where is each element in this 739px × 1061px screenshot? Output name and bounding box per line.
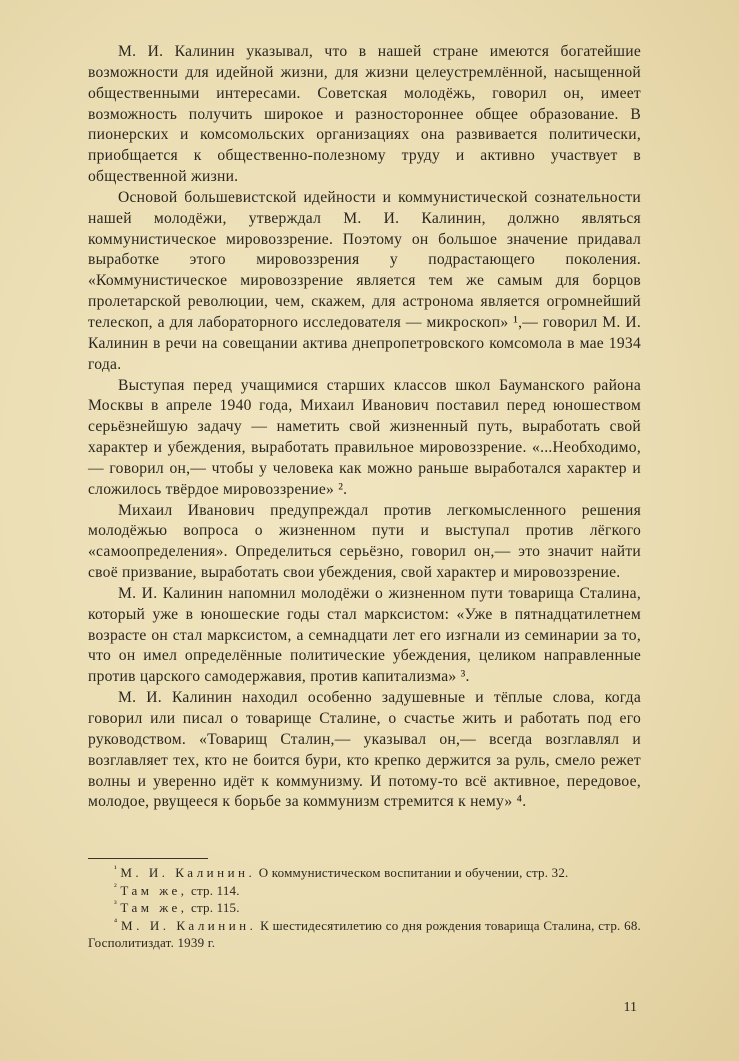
footnote-text: О коммунистическом воспитании и обучении, стр. 32. — [258, 865, 569, 880]
footnote-mark: ⁴ — [114, 916, 118, 927]
page-number: 11 — [623, 1000, 637, 1015]
paragraph-2: Основой большевистской идейности и коммунистической сознательности нашей молодёжи, утверждал М. И. Калинин, должно являться коммунистическое мировоззрение. Поэтому он большое значение придавал выработке этого мировоззрения у подрастающего поколения. «Коммунистическое мировоззрение является тем же самым для борцов пролетарской революции, чем, скажем, для астронома является огромнейший телескоп, а для лабораторного исследователя — микроскоп» ¹,— говорил М. И. Калинин в речи на совещании актива днепропетровского комсомола в мае 1934 года. — [88, 188, 641, 373]
paragraph-6: М. И. Калинин находил особенно задушевные и тёплые слова, когда говорил или писал о товарище Сталине, о счастье жить и работать под его руководством. «Товарищ Сталин,— указывал он,— всегда возглавлял и возглавляет тех, кто не боится бури, кто крепко держится за руль, смело режет волны и уверенно идёт к коммунизму. И потому-то всё активное, передовое, молодое, рвущееся к борьбе за коммунизм стремится к нему» ⁴. — [88, 689, 641, 811]
footnote-4 — [88, 917, 641, 952]
main-text — [88, 42, 641, 813]
footnote-mark: ² — [114, 881, 117, 892]
footnote-text: стр. 115. — [191, 900, 240, 915]
paragraph-4: Михаил Иванович предупреждал против легкомысленного решения молодёжью вопроса о жизненном пути и выступал против лёгкого «самоопределения». Определиться серьёзно, говорил он,— это значит найти своё призвание, выработать свои убеждения, свой характер и мировоззрение. — [88, 501, 641, 582]
footnote-divider — [88, 858, 208, 859]
footnote-author: М. И. Калинин. — [120, 865, 256, 880]
paragraph-5: М. И. Калинин напомнил молодёжи о жизненном пути товарища Сталина, который уже в юношеские годы стал марксистом: «Уже в пятнадцатилетнем возрасте он стал марксистом, а семнадцати лет его изгнали из семинарии за то, что он имел определённые политические убеждения, целиком направленные против царского самодержавия, против капитализма» ³. — [88, 584, 641, 686]
footnote-mark: ¹ — [114, 863, 117, 874]
footnote-mark: ³ — [114, 898, 117, 909]
footnote-text: К шестидесятилетию со дня рождения товарища Сталина, стр. 68. Госполитиздат. 1939 г. — [88, 917, 641, 950]
paragraph-1: М. И. Калинин указывал, что в нашей стране имеются богатейшие возможности для идейной жизни, для жизни целеустремлённой, насыщенной общественными интересами. Советская молодёжь, говорил он, имеет возможность получить широкое и разностороннее общее образование. В пионерских и комсомольских организациях она развивается политически, приобщается к общественно-полезному труду и активно участвует в общественной жизни. — [88, 43, 641, 186]
footnote-author: М. И. Калинин. — [121, 917, 257, 933]
footnote-author: Там же, — [120, 882, 188, 898]
footnote-author: Там же, — [120, 900, 188, 915]
paragraph-3: Выступая перед учащимися старших классов школ Бауманского района Москвы в апреле 1940 года, Михаил Иванович поставил перед юношеством серьёзнейшую задачу — наметить свой жизненный путь, выработать свой характер и убеждения, выработать правильное мировоззрение. «...Необходимо,— говорил он,— чтобы у человека как можно раньше выработался характер и сложилось твёрдое мировоззрение» ². — [88, 376, 641, 498]
footnotes — [88, 864, 641, 952]
footnote-2 — [88, 882, 641, 900]
footnote-text: стр. 114. — [191, 882, 240, 898]
footnote-1 — [88, 864, 641, 882]
footnote-3 — [88, 899, 641, 917]
